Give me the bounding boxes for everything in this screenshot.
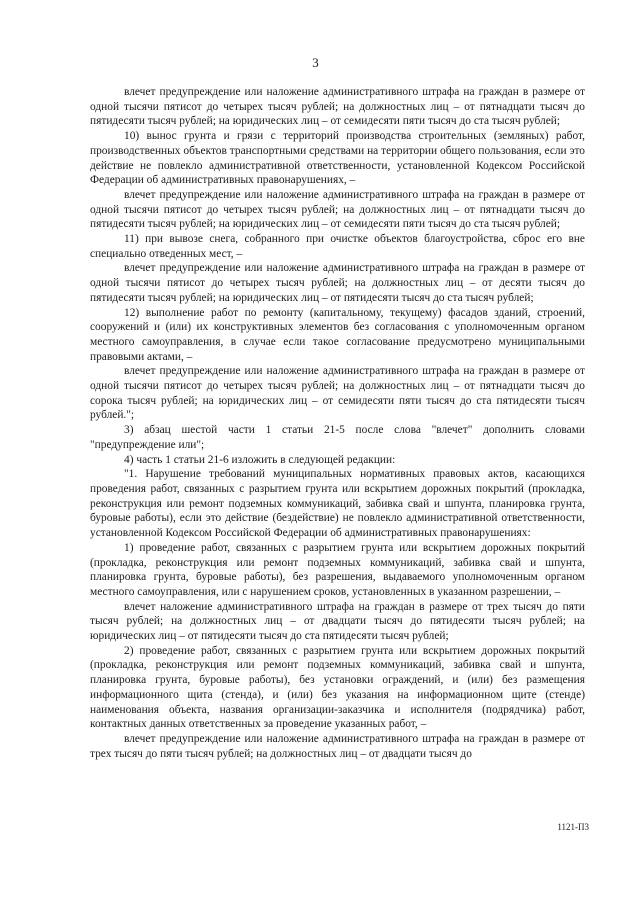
paragraph: 1) проведение работ, связанных с разрытием грунта или вскрытием дорожных покрытий (прокладка, реконструкция или ремонт подземных коммуникаций, забивка свай и шпунта, планировка грунта, буровые работы), без разрешения, выдаваемого уполномоченным органом местного самоуправления, или с нарушением сроков, установленных в указанном разрешении, – <box>90 541 585 598</box>
paragraph: "1. Нарушение требований муниципальных нормативных правовых актов, касающихся проведения работ, связанных с разрытием грунта или вскрытием дорожных покрытий (прокладка, реконструкция или ремонт подземных коммуникаций, забивка свай и шпунта, планировка грунта, буровые работы), если это действие (бездействие) не повлекло административной ответственности, установленной Кодексом Российской Федерации об административных правонарушениях: <box>90 468 585 540</box>
paragraph: 12) выполнение работ по ремонту (капитальному, текущему) фасадов зданий, строений, сооружений и (или) их конструктивных элементов без согласования с уполномоченным органом местного самоуправления, в случае если такое согласование предусмотрено муниципальными правовыми актами, – <box>90 306 585 363</box>
paragraph: влечет предупреждение или наложение административного штрафа на граждан в размере от трех тысяч до пяти тысяч рублей; на должностных лиц – от двадцати тысяч до <box>90 732 585 760</box>
document-code: 1121-П3 <box>557 822 589 832</box>
paragraph: влечет предупреждение или наложение административного штрафа на граждан в размере от одной тысячи пятисот до четырех тысяч рублей; на должностных лиц – от пятнадцати тысяч до пятидесяти тысяч рублей; на юридических лиц – от семидесяти пяти тысяч до ста тысяч рублей; <box>90 188 585 231</box>
paragraph: влечет предупреждение или наложение административного штрафа на граждан в размере от одной тысячи пятисот до четырех тысяч рублей; на должностных лиц – от десяти тысяч до пятидесяти тысяч рублей; на юридических лиц – от пятидесяти тысяч до ста тысяч рублей; <box>90 262 585 304</box>
paragraph: 2) проведение работ, связанных с разрытием грунта или вскрытием дорожных покрытий (прокладка, реконструкция или ремонт подземных коммуникаций, забивка свай и шпунта, планировка грунта, буровые работы), без установки ограждений, и (или) без размещения информационного щита (стенда), и (или) без указания на информационном щите (стенде) наименования объекта, названия организации-заказчика и исполнителя (подрядчика) работ, контактных данных ответственных за проведение указанных работ, – <box>90 644 585 731</box>
paragraph: влечет наложение административного штрафа на граждан в размере от трех тысяч до пяти тысяч рублей; на должностных лиц – от двадцати тысяч до пятидесяти тысяч рублей; на юридических лиц – от пятидесяти тысяч до ста пятидесяти тысяч рублей; <box>90 600 585 643</box>
paragraph: 10) вынос грунта и грязи с территорий производства строительных (земляных) работ, производственных объектов транспортными средствами на территории общего пользования, если это действие не повлекло административной ответственности, установленной Кодексом Российской Федерации об административных правонарушениях, – <box>90 130 585 187</box>
paragraph: влечет предупреждение или наложение административного штрафа на граждан в размере от одной тысячи пятисот до четырех тысяч рублей; на должностных лиц – от пятнадцати тысяч до пятидесяти тысяч рублей; на юридических лиц – от семидесяти пяти тысяч до ста тысяч рублей; <box>90 86 585 128</box>
paragraph: 3) абзац шестой части 1 статьи 21-5 после слова "влечет" дополнить словами "предупреждение или"; <box>90 424 585 451</box>
document-body <box>90 85 585 761</box>
page-number: 3 <box>312 55 319 70</box>
paragraph: 4) часть 1 статьи 21-6 изложить в следующей редакции: <box>124 453 396 466</box>
paragraph: влечет предупреждение или наложение административного штрафа на граждан в размере от одной тысячи пятисот до четырех тысяч рублей; на должностных лиц – от пятнадцати тысяч до сорока тысяч рублей; на юридических лиц – от семидесяти пяти тысяч до ста пятидесяти тысяч рублей."; <box>90 365 585 422</box>
paragraph: 11) при вывозе снега, собранного при очистке объектов благоустройства, сброс его вне специально отведенных мест, – <box>90 233 585 260</box>
